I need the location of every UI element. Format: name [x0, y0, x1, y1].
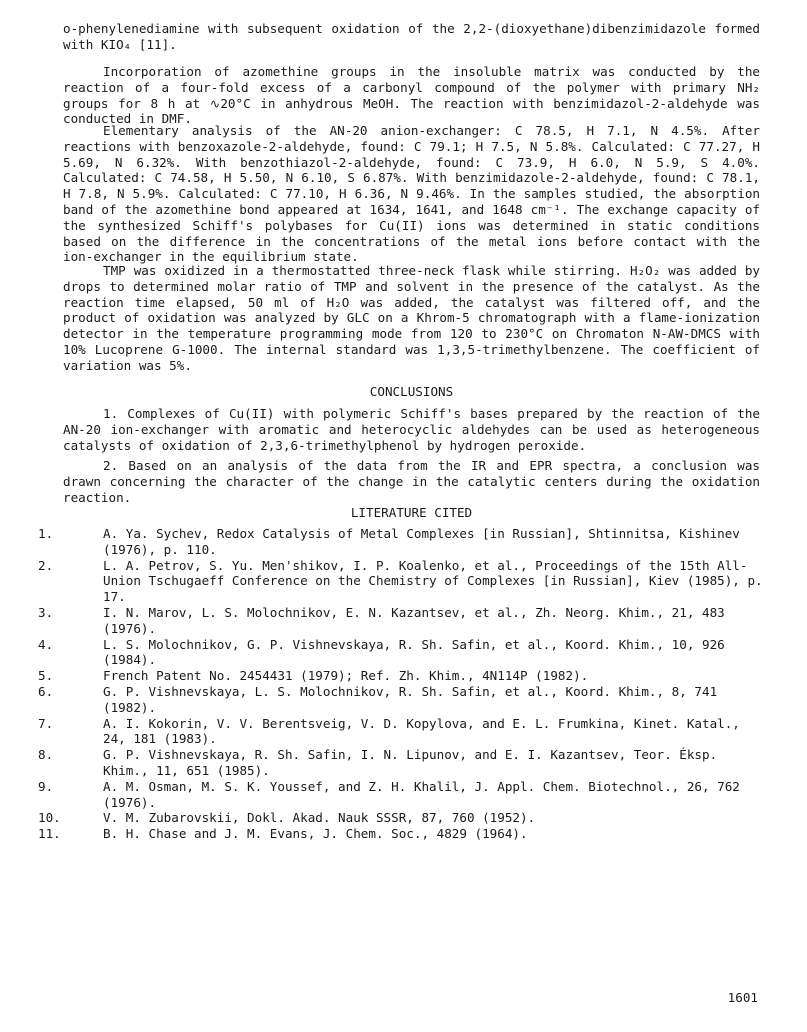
reference-number: 5.: [38, 668, 54, 684]
reference-number: 9.: [38, 778, 54, 794]
reference-number: 1.: [38, 526, 54, 541]
reference-text: B. H. Chase and J. M. Evans, J. Chem. Soc., 4829 (1964).: [103, 826, 528, 842]
reference-item: [30, 779, 765, 811]
reference-item: [30, 826, 765, 842]
conclusion-text: 2. Based on an analysis of the data from the IR and EPR spectra, a conclusion was drawn concerning the character of the change in the catalytic centers during the oxidation reaction.: [63, 458, 760, 505]
reference-item: [30, 716, 765, 748]
reference-text: G. P. Vishnevskaya, L. S. Molochnikov, R. Sh. Safin, et al., Koord. Khim., 8, 741 (1982).: [103, 683, 718, 715]
reference-text: L. S. Molochnikov, G. P. Vishnevskaya, R. Sh. Safin, et al., Koord. Khim., 10, 926 (1984).: [103, 636, 725, 668]
paragraph-text: TMP was oxidized in a thermostatted three-neck flask while stirring. H₂O₂ was added by drops to determined molar ratio of TMP and solvent in the presence of the catalyst. As the reaction time elapsed, 50 ml of H₂O was added, the catalyst was filtered off, and the product of oxidation was analyzed by GLC on a Khrom-5 chromatograph with a flame-ionization detector in the temperature programming mode from 120 to 230°C on Chromaton N-AW-DMCS with 10% Lucoprene G-1000. The internal standard was 1,3,5-trimethylbenzene. The coefficient of variation was 5%.: [63, 263, 760, 373]
reference-text: A. I. Kokorin, V. V. Berentsveig, V. D. Kopylova, and E. L. Frumkina, Kinet. Katal., 24, 181 (1983).: [103, 715, 740, 747]
reference-item: [30, 558, 765, 605]
reference-item: [30, 810, 765, 826]
reference-text: L. A. Petrov, S. Yu. Men'shikov, I. P. Koalenko, et al., Proceedings of the 15th All-Union Tschugaeff Conference on the Chemistry of Complexes [in Russian], Kiev (1985), p. 17.: [103, 557, 763, 605]
reference-text: A. Ya. Sychev, Redox Catalysis of Metal Complexes [in Russian], Shtinnitsa, Kishinev (1976), p. 110.: [103, 526, 740, 557]
reference-number: 8.: [38, 747, 54, 763]
reference-text: V. M. Zubarovskii, Dokl. Akad. Nauk SSSR, 87, 760 (1952).: [103, 810, 536, 826]
conclusions-heading: CONCLUSIONS: [369, 384, 454, 399]
paragraph-text: Elementary analysis of the AN-20 anion-exchanger: C 78.5, H 7.1, N 4.5%. After reactions with benzoxazole-2-aldehyde, found: C 79.1; H 7.5, N 5.8%. Calculated: C 77.27, H 5.69, N 6.32%. With benzothiazol-2-aldehyde, found: C 73.9, H 6.0, N 5.9, S 4.0%. Calculated: C 74.58, H 5.50, N 6.10, S 6.87%. With benzimidazole-2-aldehyde, found: C 78.1, H 7.8, N 5.9%. Calculated: C 77.10, H 6.36, N 9.46%. In the samples studied, the absorption band of the azomethine bond appeared at 1634, 1641, and 1648 cm⁻¹. The exchange capacity of the synthesized Schiff's polybases for Cu(II) ions was determined in static conditions based on the difference in the concentrations of the metal ions before contact with the ion-exchanger in the equilibrium state.: [63, 123, 760, 265]
reference-item: [30, 526, 765, 558]
reference-number: 7.: [38, 715, 54, 731]
reference-text: A. M. Osman, M. S. K. Youssef, and Z. H. Khalil, J. Appl. Chem. Biotechnol., 26, 762 (1976).: [103, 778, 740, 810]
reference-list: [30, 526, 765, 842]
reference-item: [30, 668, 765, 684]
reference-item: [30, 684, 765, 716]
reference-number: 4.: [38, 636, 54, 652]
reference-item: [30, 747, 765, 779]
paragraph-continuation: [63, 21, 760, 53]
reference-number: 2.: [38, 557, 54, 573]
conclusion-text: 1. Complexes of Cu(II) with polymeric Schiff's bases prepared by the reaction of the AN-20 ion-exchanger with aromatic and heterocyclic aldehydes can be used as heterogeneous catalysts of oxidation of 2,3,6-trimethylphenol by hydrogen peroxide.: [63, 406, 760, 453]
reference-text: French Patent No. 2454431 (1979); Ref. Zh. Khim., 4N114P (1982).: [103, 668, 589, 684]
literature-heading: LITERATURE CITED: [350, 505, 473, 520]
reference-item: [30, 605, 765, 637]
reference-number: 3.: [38, 604, 54, 620]
paragraph-text: o-phenylenediamine with subsequent oxidation of the 2,2-(dioxyethane)dibenzimidazole formed with KIO₄ [11].: [63, 21, 760, 52]
reference-item: [30, 637, 765, 669]
paragraph-elemental-analysis: [63, 123, 760, 265]
page-number: 1601: [727, 990, 758, 1005]
reference-text: I. N. Marov, L. S. Molochnikov, E. N. Kazantsev, et al., Zh. Neorg. Khim., 21, 483 (1976).: [103, 604, 725, 636]
reference-number: 10.: [38, 810, 61, 826]
reference-number: 6.: [38, 683, 54, 699]
paragraph-tmp-oxidation: [63, 263, 760, 374]
conclusion-item: [63, 406, 760, 453]
paragraph-azomethine: [63, 64, 760, 127]
reference-text: G. P. Vishnevskaya, R. Sh. Safin, I. N. Lipunov, and E. I. Kazantsev, Teor. Éksp. Khim., 11, 651 (1985).: [103, 747, 718, 778]
conclusion-item: [63, 458, 760, 505]
reference-number: 11.: [38, 826, 61, 842]
paragraph-text: Incorporation of azomethine groups in the insoluble matrix was conducted by the reaction of a four-fold excess of a carbonyl compound of the polymer with primary NH₂ groups for 8 h at ∿20°C in anhydrous MeOH. The reaction with benzimidazol-2-aldehyde was conducted in DMF.: [63, 64, 760, 127]
